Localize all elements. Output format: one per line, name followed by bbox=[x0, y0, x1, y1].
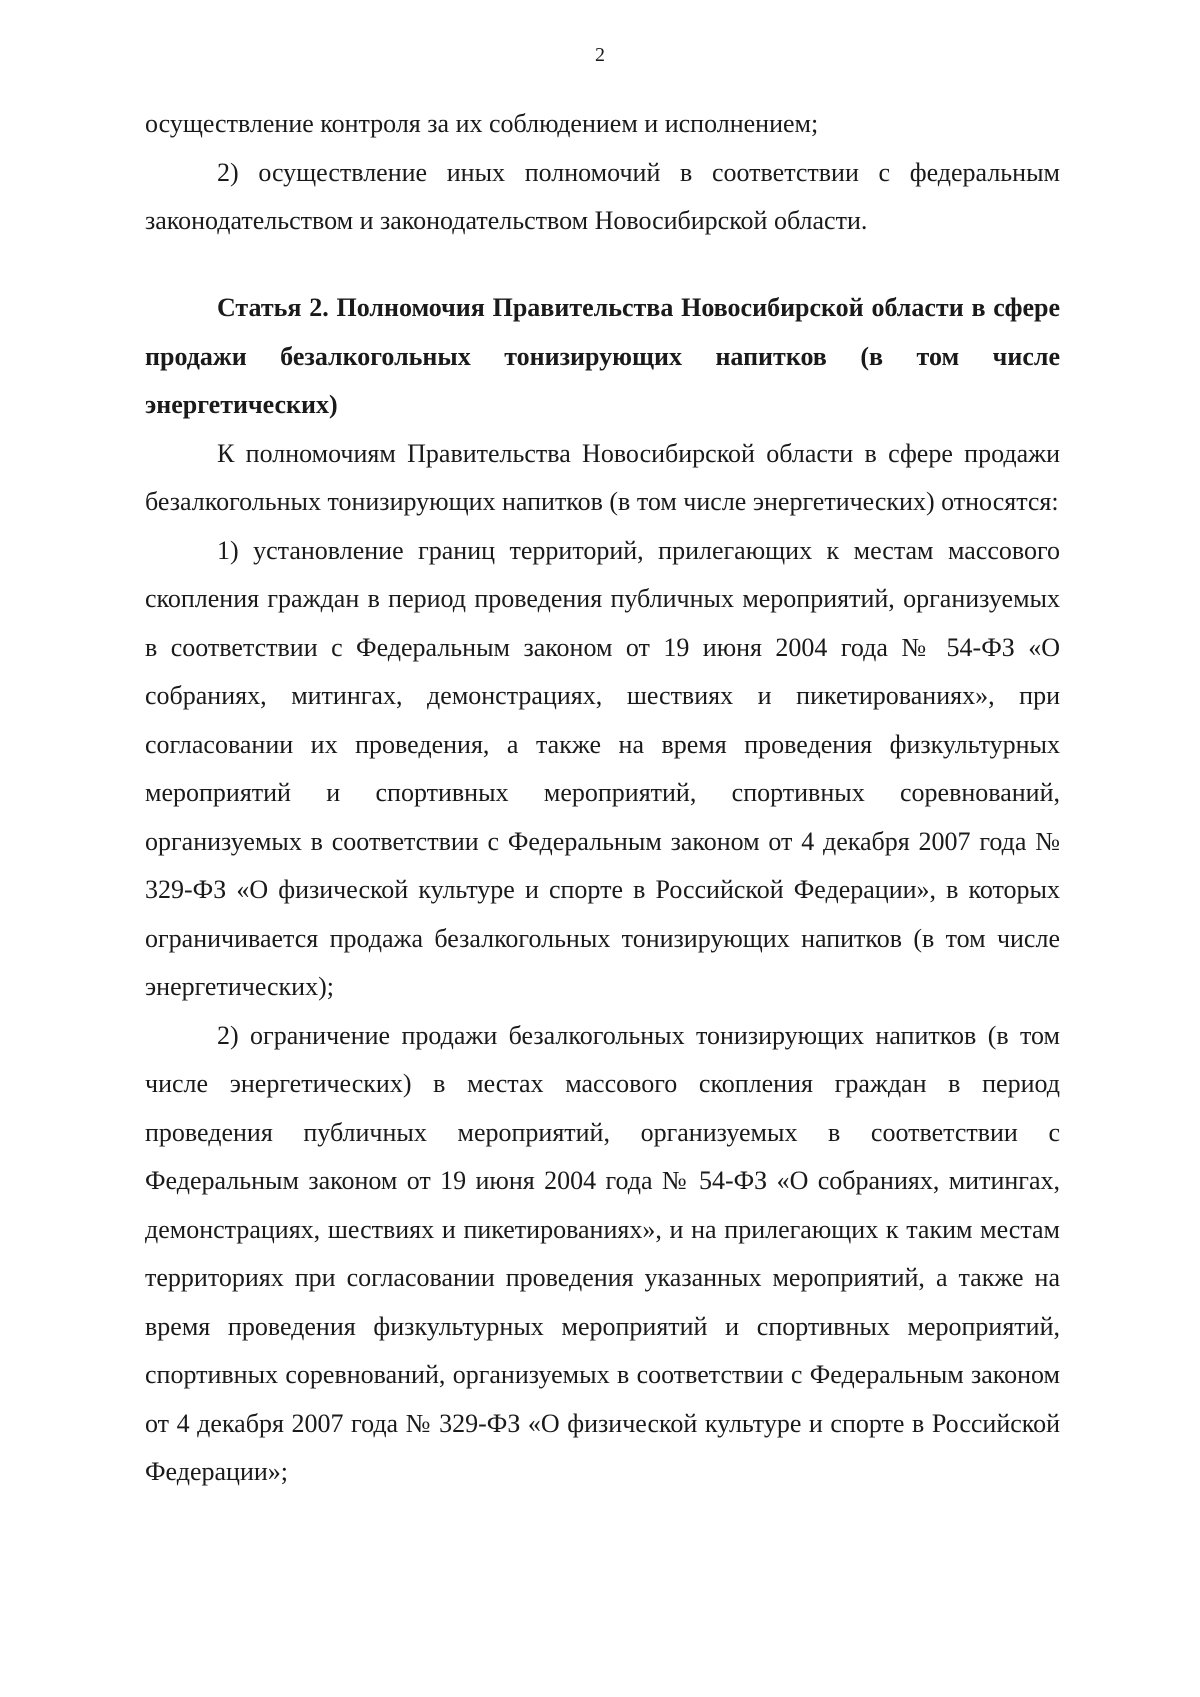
article-2-heading: Статья 2. Полномочия Правительства Новосибирской области в сфере продажи безалкогольных тонизирующих напитков (в том числе энергетических) bbox=[145, 293, 1060, 419]
article-2-intro: К полномочиям Правительства Новосибирской области в сфере продажи безалкогольных тонизирующих напитков (в том числе энергетических) относятся: bbox=[145, 438, 1060, 516]
continuation-section bbox=[145, 100, 1060, 246]
page-number: 2 bbox=[595, 44, 605, 66]
article-2-item-2: 2) ограничение продажи безалкогольных тонизирующих напитков (в том числе энергетических) в местах массового скопления граждан в период проведения публичных мероприятий, организуемых в соответствии с Федеральным законом от 19 июня 2004 года № 54-ФЗ «О собраниях, митингах, демонстрациях, шествиях и пикетированиях», и на прилегающих к таким местам территориях при согласовании проведения указанных мероприятий, а также на время проведения физкультурных мероприятий и спортивных мероприятий, спортивных соревнований, организуемых в соответствии с Федеральным законом от 4 декабря 2007 года № 329-ФЗ «О физической культуре и спорте в Российской Федерации»; bbox=[145, 1020, 1060, 1486]
article-2-section bbox=[145, 284, 1060, 1497]
continuation-line: осуществление контроля за их соблюдением и исполнением; bbox=[145, 109, 819, 138]
continuation-item-2: 2) осуществление иных полномочий в соответствии с федеральным законодательством и законодательством Новосибирской области. bbox=[145, 157, 1060, 235]
article-2-item-1: 1) установление границ территорий, прилегающих к местам массового скопления граждан в период проведения публичных мероприятий, организуемых в соответствии с Федеральным законом от 19 июня 2004 года № 54-ФЗ «О собраниях, митингах, демонстрациях, шествиях и пикетированиях», при согласовании их проведения, а также на время проведения физкультурных мероприятий и спортивных мероприятий, спортивных соревнований, организуемых в соответствии с Федеральным законом от 4 декабря 2007 года № 329-ФЗ «О физической культуре и спорте в Российской Федерации», в которых ограничивается продажа безалкогольных тонизирующих напитков (в том числе энергетических); bbox=[145, 535, 1060, 1001]
